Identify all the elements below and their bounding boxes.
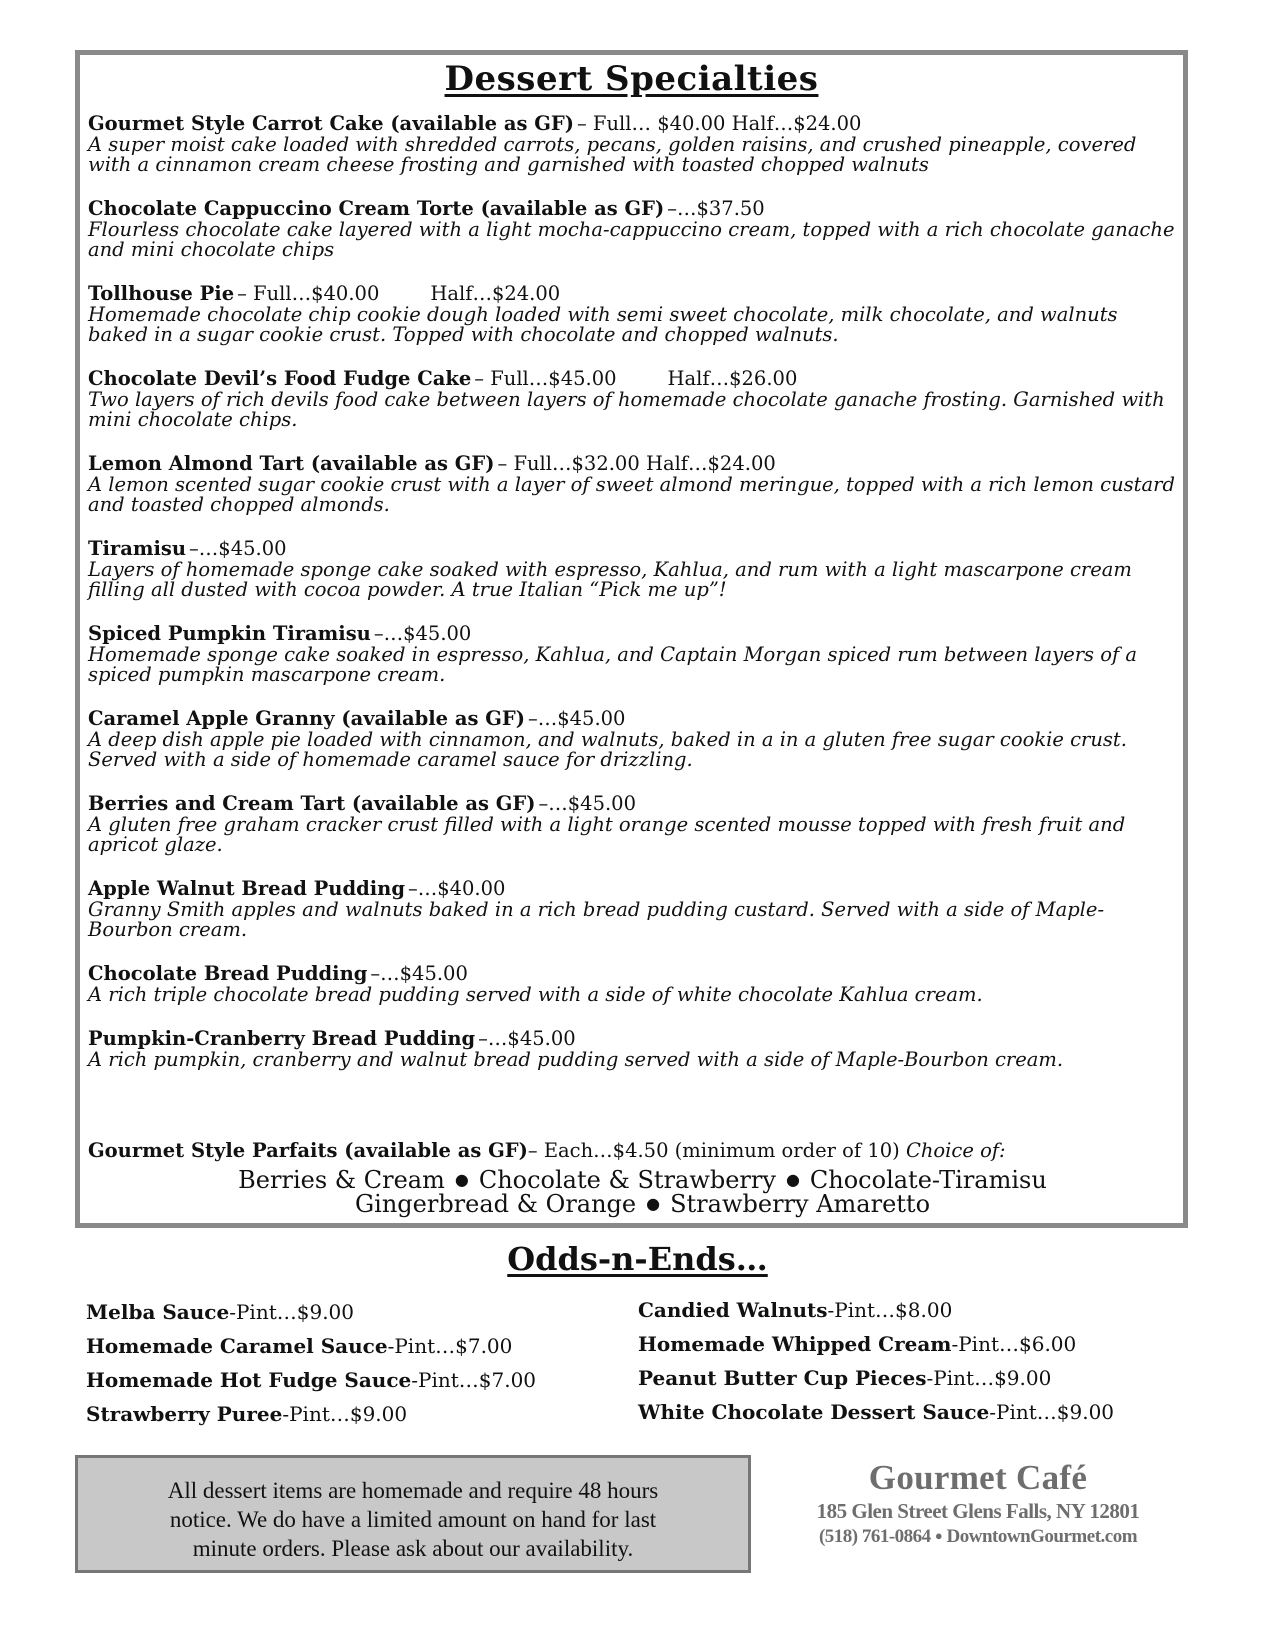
odds-item bbox=[86, 1295, 536, 1329]
dessert-name: Tollhouse Pie bbox=[88, 282, 235, 305]
parfait-flavors-line-1 bbox=[102, 1168, 1183, 1192]
dessert-name: Gourmet Style Carrot Cake (available as GF) bbox=[88, 112, 574, 135]
parfaits-name: Gourmet Style Parfaits (available as GF) bbox=[88, 1139, 528, 1162]
dessert-item bbox=[88, 963, 1183, 1005]
notice-line-1: All dessert items are homemade and require 48 hours bbox=[167, 1478, 659, 1503]
bullet-icon: ● bbox=[934, 1528, 943, 1543]
dessert-price: –…$45.00 bbox=[538, 792, 636, 815]
odds-item-name: Peanut Butter Cup Pieces bbox=[638, 1366, 927, 1390]
bullet-icon: ● bbox=[454, 1170, 469, 1189]
dessert-name: Berries and Cream Tart (available as GF) bbox=[88, 792, 536, 815]
dessert-name: Chocolate Cappuccino Cream Torte (available as GF) bbox=[88, 197, 665, 220]
dessert-name: Caramel Apple Granny (available as GF) bbox=[88, 707, 525, 730]
bullet-icon: ● bbox=[646, 1194, 661, 1213]
dessert-description: Granny Smith apples and walnuts baked in a rich bread pudding custard. Served with a side of Maple-Bourbon cream. bbox=[88, 898, 1105, 941]
parfait-flavors-line-2 bbox=[102, 1192, 1183, 1216]
odds-item-name: White Chocolate Dessert Sauce bbox=[638, 1400, 990, 1424]
parfait-flavor: Strawberry Amaretto bbox=[670, 1190, 931, 1218]
odds-item-price: -Pint…$7.00 bbox=[411, 1368, 537, 1392]
dessert-name: Tiramisu bbox=[88, 537, 187, 560]
dessert-item bbox=[88, 198, 1183, 260]
odds-item bbox=[638, 1361, 1114, 1395]
dessert-price: –…$37.50 bbox=[667, 197, 765, 220]
dessert-item bbox=[88, 878, 1183, 940]
odds-item-name: Melba Sauce bbox=[86, 1300, 230, 1324]
dessert-name: Chocolate Bread Pudding bbox=[88, 962, 368, 985]
dessert-description: Flourless chocolate cake layered with a light mocha-cappuccino cream, topped with a rich chocolate ganache and mini chocolate chips bbox=[88, 218, 1175, 261]
odds-n-ends-title: Odds-n-Ends… bbox=[507, 1240, 768, 1278]
dessert-description: Two layers of rich devils food cake between layers of homemade chocolate ganache frosting. Garnished with mini chocolate chips. bbox=[88, 388, 1165, 431]
dessert-description: Layers of homemade sponge cake soaked with espresso, Kahlua, and rum with a light mascarpone cream filling all dusted with cocoa powder. A true Italian “Pick me up”! bbox=[88, 558, 1132, 601]
odds-item bbox=[638, 1293, 1114, 1327]
odds-item-price: -Pint…$7.00 bbox=[387, 1334, 513, 1358]
cafe-phone: (518) 761-0864 bbox=[818, 1526, 931, 1547]
dessert-name: Spiced Pumpkin Tiramisu bbox=[88, 622, 371, 645]
dessert-price: –…$45.00 bbox=[370, 962, 468, 985]
dessert-name: Pumpkin-Cranberry Bread Pudding bbox=[88, 1027, 476, 1050]
dessert-description: Homemade sponge cake soaked in espresso, Kahlua, and Captain Morgan spiced rum between layers of a spiced pumpkin mascarpone cream. bbox=[88, 643, 1138, 686]
dessert-name: Lemon Almond Tart (available as GF) bbox=[88, 452, 495, 475]
dessert-item bbox=[88, 113, 1183, 175]
odds-item bbox=[638, 1395, 1114, 1429]
odds-item bbox=[638, 1327, 1114, 1361]
odds-item-price: -Pint…$9.00 bbox=[989, 1400, 1115, 1424]
dessert-item bbox=[88, 793, 1183, 855]
dessert-description: A super moist cake loaded with shredded carrots, pecans, golden raisins, and crushed pineapple, covered with a cinnamon cream cheese frosting and garnished with toasted chopped walnuts bbox=[88, 133, 1137, 176]
dessert-name: Chocolate Devil’s Food Fudge Cake bbox=[88, 367, 472, 390]
odds-right-column bbox=[638, 1293, 1114, 1429]
cafe-contact bbox=[758, 1524, 1198, 1549]
dessert-item bbox=[88, 368, 1183, 430]
dessert-price: –…$45.00 bbox=[527, 707, 626, 730]
dessert-price: –…$45.00 bbox=[478, 1027, 576, 1050]
dessert-item bbox=[88, 538, 1183, 600]
dessert-item bbox=[88, 453, 1183, 515]
dessert-item bbox=[88, 283, 1183, 345]
dessert-price-half: Half…$24.00 bbox=[430, 282, 561, 305]
dessert-description: Homemade chocolate chip cookie dough loaded with semi sweet chocolate, milk chocolate, and walnuts baked in a sugar cookie crust. Topped with chocolate and chopped walnuts. bbox=[88, 303, 1118, 346]
dessert-price: – Full…$45.00 bbox=[474, 367, 617, 390]
cafe-website: DowntownGourmet.com bbox=[946, 1526, 1138, 1547]
dessert-price: – Full…$40.00 bbox=[237, 282, 380, 305]
dessert-price: – Full… $40.00 Half…$24.00 bbox=[576, 112, 862, 135]
odds-item-name: Homemade Whipped Cream bbox=[638, 1332, 952, 1356]
dessert-item bbox=[88, 623, 1183, 685]
notice-box bbox=[75, 1455, 751, 1573]
odds-item-price: -Pint…$9.00 bbox=[282, 1402, 408, 1426]
parfaits-item bbox=[88, 1140, 1183, 1216]
dessert-description: A lemon scented sugar cookie crust with a layer of sweet almond meringue, topped with a rich lemon custard and toasted chopped almonds. bbox=[88, 473, 1175, 516]
dessert-description: A gluten free graham cracker crust filled with a light orange scented mousse topped with fresh fruit and apricot glaze. bbox=[88, 813, 1126, 856]
cafe-name: Gourmet Café bbox=[868, 1458, 1088, 1497]
odds-item-name: Homemade Hot Fudge Sauce bbox=[86, 1368, 412, 1392]
dessert-name: Apple Walnut Bread Pudding bbox=[88, 877, 405, 900]
parfait-flavor: Chocolate & Strawberry bbox=[478, 1166, 776, 1194]
dessert-description: A deep dish apple pie loaded with cinnamon, and walnuts, baked in a in a gluten free sugar cookie crust. Served with a side of homemade caramel sauce for drizzling. bbox=[88, 728, 1127, 771]
dessert-description: A rich triple chocolate bread pudding served with a side of white chocolate Kahlua cream. bbox=[88, 983, 983, 1006]
parfaits-choice: Choice of: bbox=[905, 1139, 1006, 1162]
dessert-description: A rich pumpkin, cranberry and walnut bread pudding served with a side of Maple-Bourbon cream. bbox=[88, 1048, 1064, 1071]
odds-item-price: -Pint…$9.00 bbox=[926, 1366, 1052, 1390]
odds-item bbox=[86, 1329, 536, 1363]
dessert-price: –…$45.00 bbox=[189, 537, 287, 560]
bullet-icon: ● bbox=[785, 1170, 800, 1189]
parfait-flavor: Gingerbread & Orange bbox=[354, 1190, 637, 1218]
odds-item-name: Homemade Caramel Sauce bbox=[86, 1334, 388, 1358]
cafe-info bbox=[758, 1458, 1198, 1549]
odds-left-column bbox=[86, 1295, 536, 1431]
dessert-specialties-box bbox=[75, 50, 1188, 1228]
odds-item-name: Candied Walnuts bbox=[638, 1298, 828, 1322]
odds-item bbox=[86, 1363, 536, 1397]
dessert-price: –…$40.00 bbox=[407, 877, 506, 900]
cafe-address: 185 Glen Street Glens Falls, NY 12801 bbox=[816, 1499, 1140, 1523]
parfaits-price: – Each…$4.50 (minimum order of 10) bbox=[527, 1139, 900, 1162]
odds-item-price: -Pint…$6.00 bbox=[951, 1332, 1077, 1356]
parfait-flavor: Berries & Cream bbox=[238, 1166, 445, 1194]
odds-item-name: Strawberry Puree bbox=[86, 1402, 283, 1426]
dessert-price: – Full…$32.00 Half…$24.00 bbox=[497, 452, 776, 475]
odds-item-price: -Pint…$8.00 bbox=[827, 1298, 953, 1322]
odds-item bbox=[86, 1397, 536, 1431]
parfait-flavor: Chocolate-Tiramisu bbox=[809, 1166, 1047, 1194]
notice-line-3: minute orders. Please ask about our availability. bbox=[192, 1536, 634, 1561]
dessert-specialties-title: Dessert Specialties bbox=[444, 59, 819, 99]
dessert-price: –…$45.00 bbox=[373, 622, 472, 645]
dessert-item bbox=[88, 1028, 1183, 1070]
odds-item-price: -Pint…$9.00 bbox=[229, 1300, 355, 1324]
dessert-item bbox=[88, 708, 1183, 770]
dessert-price-half: Half…$26.00 bbox=[667, 367, 798, 390]
notice-line-2: notice. We do have a limited amount on hand for last bbox=[169, 1507, 657, 1532]
parfait-flavors bbox=[102, 1168, 1183, 1216]
